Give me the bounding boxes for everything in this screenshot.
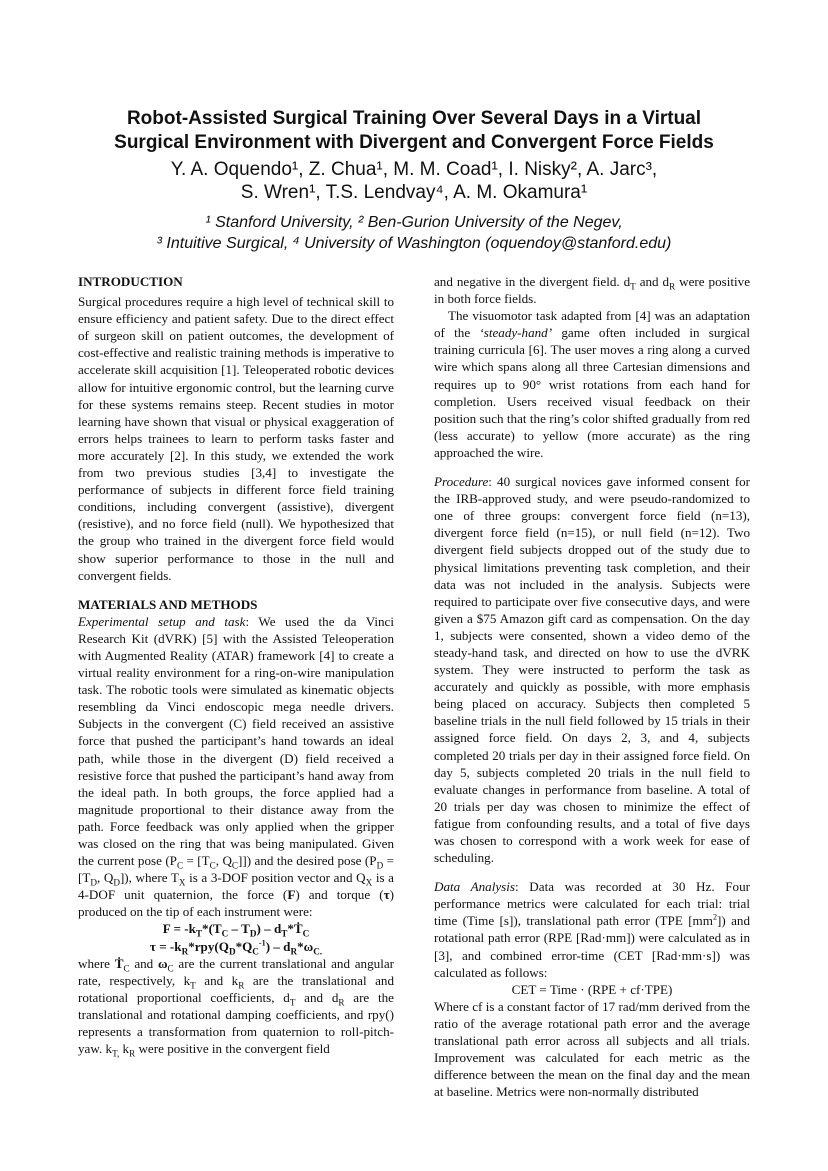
author-list-line-2: S. Wren¹, T.S. Lendvay⁴, A. M. Okamura¹: [240, 182, 588, 203]
analysis-label: Data Analysis: [434, 879, 515, 895]
methods-heading: MATERIALS AND METHODS: [78, 596, 258, 612]
analysis-tail-paragraph: Where cf is a constant factor of 17 rad/mm derived from the ratio of the average rotational path error and the average translational path error across all subjects and all trials. Improvement was calculated for each metric as the difference between the mean on the final day and the mean at baseline. Metrics were non-normally distributed: [434, 998, 750, 1100]
visuomotor-paragraph: The visuomotor task adapted from [4] was an adaptation of the ‘steady-hand’ game often included in surgical training curricula [6]. The user moves a ring along a curved wire which spans along all three Cartesian dimensions and requires up to 90° wrist rotations from each hand for completion. Users received visual feedback on their position such that the ring’s color shifted gradually from red (less accurate) to yellow (more accurate) as the ring approached the wire.: [434, 308, 751, 460]
author-list-line-1: Y. A. Oquendo¹, Z. Chua¹, M. M. Coad¹, I. Nisky², A. Jarc³,: [170, 159, 658, 180]
analysis-paragraph: Data Analysis: Data was recorded at 30 Hz. Four performance metrics were calculated for each trial: trial time (Time [s]), translational path error (TPE $[mm^2]$) and rotational path error (RPE [Rad·mm]) were calculated as in [3], and combined error-time (CET [Rad·mm·s]) was calculated as follows:: [434, 879, 750, 980]
introduction-paragraph: Surgical procedures require a high level of technical skill to ensure efficiency and patient safety. Due to the direct effect of surgeon skill on patient outcomes, the development of cost-effective and realistic training methods is imperative to accelerate skill acquisition [1]. Teleoperated robotic devices allow for intuitive ergonomic control, but the learning curve for these systems remains steep. Recent studies in motor learning have shown that visual or physical exaggeration of errors helps trainees to learn to perform tasks faster and more accurately [2]. In this study, we extended the work from two previous studies [3,4] to investigate the performance of subjects in different force field training conditions, including convergent (assistive), divergent (resistive), and no force field (null). We hypothesized that the group who trained in the divergent force field would show superior performance to those in the null and convergent fields.: [78, 294, 394, 583]
torque-equation: $\tau = -k_R*rpy(Q_D*Q_C^{-1}) - d_R*\omega_{C.}$: [149, 938, 323, 957]
force-equation: $F = -k_T*(T_C - T_D)$ – $d_T*Ṫ_C$: [162, 921, 310, 940]
affiliations-line-2: ³ Intuitive Surgical, ⁴ University of Washington (oquendoy@stanford.edu): [156, 235, 672, 252]
procedure-label: Procedure: [434, 474, 489, 490]
right-column: [434, 273, 750, 1100]
procedure-paragraph: Procedure: 40 surgical novices gave informed consent for the IRB-approved study, and were pseudo-randomized to one of three groups: convergent force field (n=13), divergent force field (n=15), or null field (n=12). Two divergent field subjects dropped out of the study due to physical limitations preventing task completion, and their data was not included in the analysis. Subjects were required to participate over five consecutive days, and were given a $75 Amazon gift card as compensation. On the day 1, subjects were consented, shown a video demo of the steady-hand task, and directed on how to use the dVRK system. They were instructed to perform the task as accurately and quickly as possible, with more emphasis being placed on accuracy. Subjects then completed 5 baseline trials in the null field followed by 15 trials in their assigned force field. On days 2, 3, and 4, subjects completed 20 trials per day in their assigned force field. On day 5, subjects completed 20 trials in the null field to evaluate changes in performance from baseline. A total of 20 trials per day was chosen to minimize the effect of fatigue from confounding results, and a total of five days was chosen to correspond with a work week for ease of scheduling.: [434, 474, 750, 866]
where-paragraph: where Ṫ$_C$ and $\omega_C$ are the current translational and angular rate, respectively, $k_T$ and $k_R$ are the translational and rotational proportional coefficients, $d_T$ and $d_R$ are the translational and rotational damping coefficients, and rpy() represents a transformation from quaternion to roll-pitch-yaw. $k_{T,}$ $k_R$ were positive in the convergent field: [78, 955, 395, 1059]
affiliations-line-1: ¹ Stanford University, ² Ben-Gurion University of the Negev,: [205, 214, 623, 231]
cet-equation: CET = Time · (RPE + cf·TPE): [511, 981, 673, 997]
setup-paragraph: Experimental setup and task: We used the da Vinci Research Kit (dVRK) [5] with the Assisted Teleoperation with Augmented Reality (ATAR) framework [4] to create a virtual reality environment for a ring-on-wire manipulation task. The robotic tools were simulated as kinematic objects resembling da Vinci endoscopic mega needle drivers. Subjects in the convergent (C) field received an assistive force that pushed the participant’s hand towards an ideal path, while those in the divergent (D) field received a resistive force that pushed the participant’s hand away from the ideal path. In both groups, the force applied had a magnitude proportional to their distance away from the path. Force feedback was only applied when the gripper was closed on the ring that was being manipulated. Given the current pose ($P_C = [T_C$, $Q_C$]]) and the desired pose ($P_D = [T_D$, $Q_D$]), where $T_X$ is a 3-DOF position vector and $Q_X$ is a 4-DOF unit quaternion, the force (F) and torque (τ) produced on the tip of each instrument were:: [78, 613, 395, 920]
introduction-heading: INTRODUCTION: [78, 274, 183, 289]
setup-label: Experimental setup and task: [78, 613, 246, 629]
left-column: [78, 273, 394, 1057]
continuation-paragraph: and negative in the divergent field. $d_T$ and $d_R$ were positive in both force fields.: [434, 274, 751, 307]
paper-title-line-2: Surgical Environment with Divergent and Convergent Force Fields: [114, 132, 714, 153]
paper-title-line-1: Robot-Assisted Surgical Training Over Several Days in a Virtual: [126, 108, 702, 129]
